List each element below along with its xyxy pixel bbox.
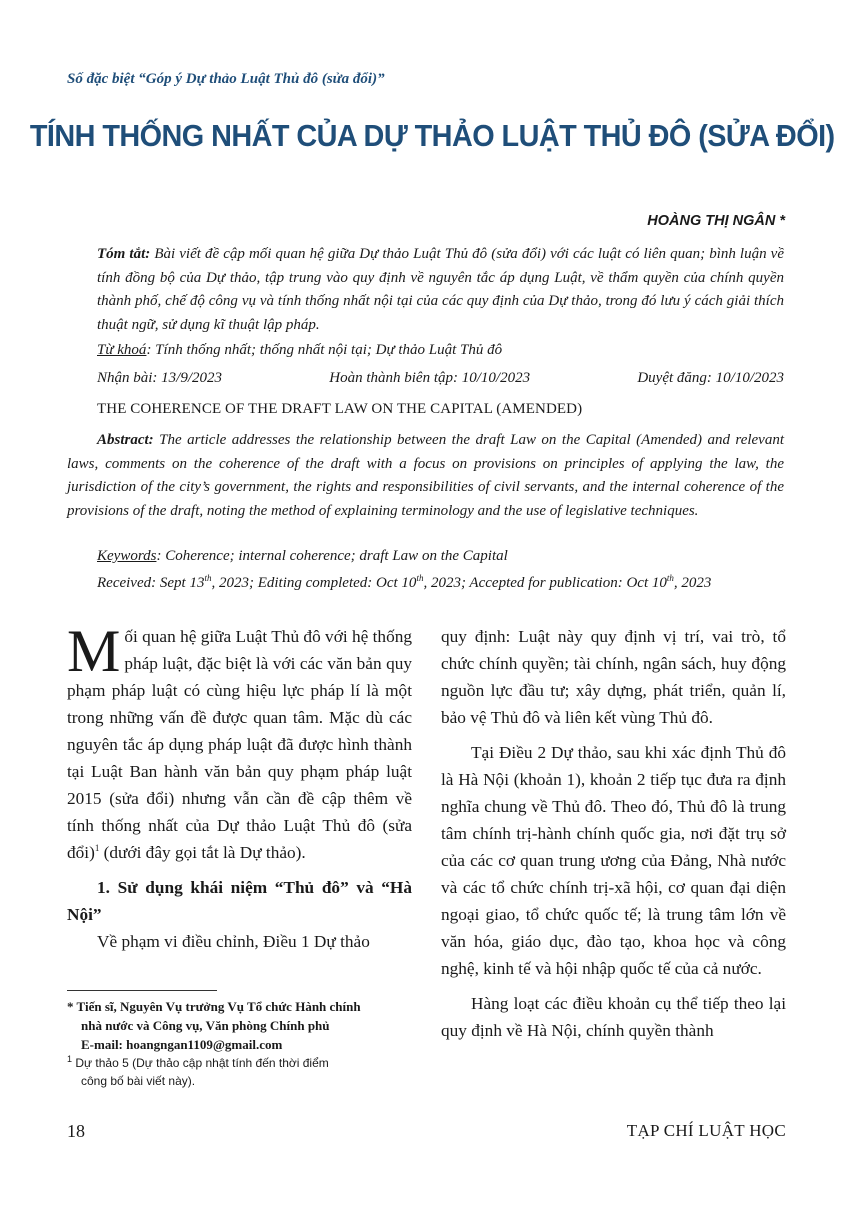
keywords-vi	[97, 342, 502, 359]
dates-en	[97, 575, 711, 592]
summary-vi	[97, 243, 784, 337]
body-left-column	[67, 618, 412, 955]
accepted-sup: th	[666, 573, 674, 583]
special-issue-label: Số đặc biệt “Góp ý Dự thảo Luật Thủ đô (sửa đổi)”	[67, 71, 385, 87]
journal-name: TẠP CHÍ LUẬT HỌC	[626, 1121, 786, 1140]
dates-vi	[97, 370, 784, 387]
edited-date-vi: Hoàn thành biên tập: 10/10/2023	[329, 370, 531, 386]
edited-sup: th	[416, 573, 424, 583]
scope-continuation: quy định: Luật này quy định vị trí, vai trò, tổ chức chính quyền; tài chính, ngân sách, huy động nguồn lực đầu tư; xây dựng, phát triển, quản lí, bảo vệ Thủ đô và liên kết vùng Thủ đô.	[441, 627, 786, 727]
intro-text: ối quan hệ giữa Luật Thủ đô với hệ thống pháp luật, đặc biệt là với các văn bản quy phạm pháp luật có cùng hiệu lực pháp lí là một trong những vấn đề được quan tâm. Mặc dù các nguyên tắc áp dụng pháp luật đã được hình thành tại Luật Ban hành văn bản quy phạm pháp luật 2015 (sửa đổi) nhưng vẫn cần đề cập thêm về tính thống nhất của Dự thảo Luật Thủ đô (sửa đổi)	[67, 627, 412, 862]
abstract-text: The article addresses the relationship between the draft Law on the Capital (Amended) and relevant laws, comments on the coherence of the draft with a focus on provisions on principles of applying the law, the jurisdiction of the city’s government, the rights and responsibilities of civil servants, and the internal coherence of the provisions of the draft, noting the method of explaining terminology and the use of legislative techniques.	[67, 432, 785, 519]
summary-vi-text: Bài viết đề cập mối quan hệ giữa Dự thảo Luật Thủ đô (sửa đổi) với các luật có liên quan; bình luận về tính đồng bộ của Dự thảo, tập trung vào quy định về nguyên tắc áp dụng Luật, về thẩm quyền của chính quyền thành phố, chế độ công vụ và tính thống nhất nội tại của các quy định của Dự thảo, trong đó lưu ý cách giải thích thuật ngữ, sử dụng kĩ thuật lập pháp.	[97, 246, 785, 333]
keywords-en-text: : Coherence; internal coherence; draft Law on the Capital	[156, 548, 508, 564]
keywords-en	[97, 548, 508, 565]
keywords-vi-label: Từ khoá	[97, 342, 147, 358]
drop-cap: M	[67, 618, 121, 684]
received-date-vi: Nhận bài: 13/9/2023	[97, 370, 223, 386]
keywords-en-label: Keywords	[97, 548, 157, 564]
article2-paragraph: Tại Điều 2 Dự thảo, sau khi xác định Thủ đô là Hà Nội (khoản 1), khoản 2 tiếp tục đưa ra định nghĩa chung về Thủ đô. Theo đó, Thủ đô là trung tâm chính trị-hành chính quốc gia, nơi đặt trụ sở của các cơ quan trung ương của Đảng, Nhà nước và các tổ chức chính trị-xã hội, cơ quan đại diện ngoại giao, tổ chức quốc tế; là trung tâm lớn về văn hóa, giáo dục, đào tạo, khoa học và công nghệ, kinh tế và hội nhập quốc tế của cả nước.	[441, 743, 786, 978]
author-email: E-mail: hoangngan1109@gmail.com	[81, 1037, 283, 1052]
hanoi-paragraph: Hàng loạt các điều khoản cụ thể tiếp theo lại quy định về Hà Nội, chính quyền thành	[441, 994, 786, 1040]
footnote-divider	[67, 990, 217, 991]
intro-text-end: (dưới đây gọi tắt là Dự thảo).	[99, 843, 306, 862]
english-title: THE COHERENCE OF THE DRAFT LAW ON THE CAPITAL (AMENDED)	[97, 401, 583, 417]
accepted-date-vi: Duyệt đăng: 10/10/2023	[637, 370, 784, 386]
intro-paragraph	[67, 618, 412, 866]
received-en: Received: Sept 13	[97, 575, 205, 591]
article-title: TÍNH THỐNG NHẤT CỦA DỰ THẢO LUẬT THỦ ĐÔ (SỬA ĐỔI)	[29, 118, 835, 153]
body-right-column	[441, 623, 786, 1044]
footnote-1	[67, 1054, 412, 1090]
scope-paragraph: Về phạm vi điều chỉnh, Điều 1 Dự thảo	[97, 932, 370, 951]
author-affiliation-2: nhà nước và Công vụ, Văn phòng Chính phủ	[81, 1018, 330, 1033]
abstract-en	[67, 429, 784, 523]
section-heading-1: 1. Sử dụng khái niệm “Thủ đô” và “Hà Nội”	[67, 878, 412, 924]
abstract-label: Abstract:	[97, 432, 154, 448]
author-name: HOÀNG THỊ NGÂN *	[647, 213, 785, 229]
footnote-ref-1[interactable]: 1	[94, 843, 100, 854]
footnote-1-text-b: công bố bài viết này).	[81, 1074, 196, 1088]
keywords-vi-text: : Tính thống nhất; thống nhất nội tại; Dự thảo Luật Thủ đô	[146, 342, 503, 358]
author-affiliation-1: * Tiến sĩ, Nguyên Vụ trưởng Vụ Tổ chức Hành chính	[67, 999, 361, 1014]
year-en: , 2023	[673, 575, 712, 591]
received-sup: th	[204, 573, 212, 583]
author-footnote	[67, 997, 412, 1054]
accepted-en: , 2023; Accepted for publication: Oct 10	[423, 575, 667, 591]
footnote-1-text-a: Dự thảo 5 (Dự thảo cập nhật tính đến thời điểm	[75, 1056, 329, 1070]
page-number: 18	[67, 1121, 85, 1141]
summary-vi-label: Tóm tắt:	[97, 246, 151, 262]
footnote-1-mark: 1	[67, 1054, 73, 1064]
edited-en: , 2023; Editing completed: Oct 10	[211, 575, 417, 591]
